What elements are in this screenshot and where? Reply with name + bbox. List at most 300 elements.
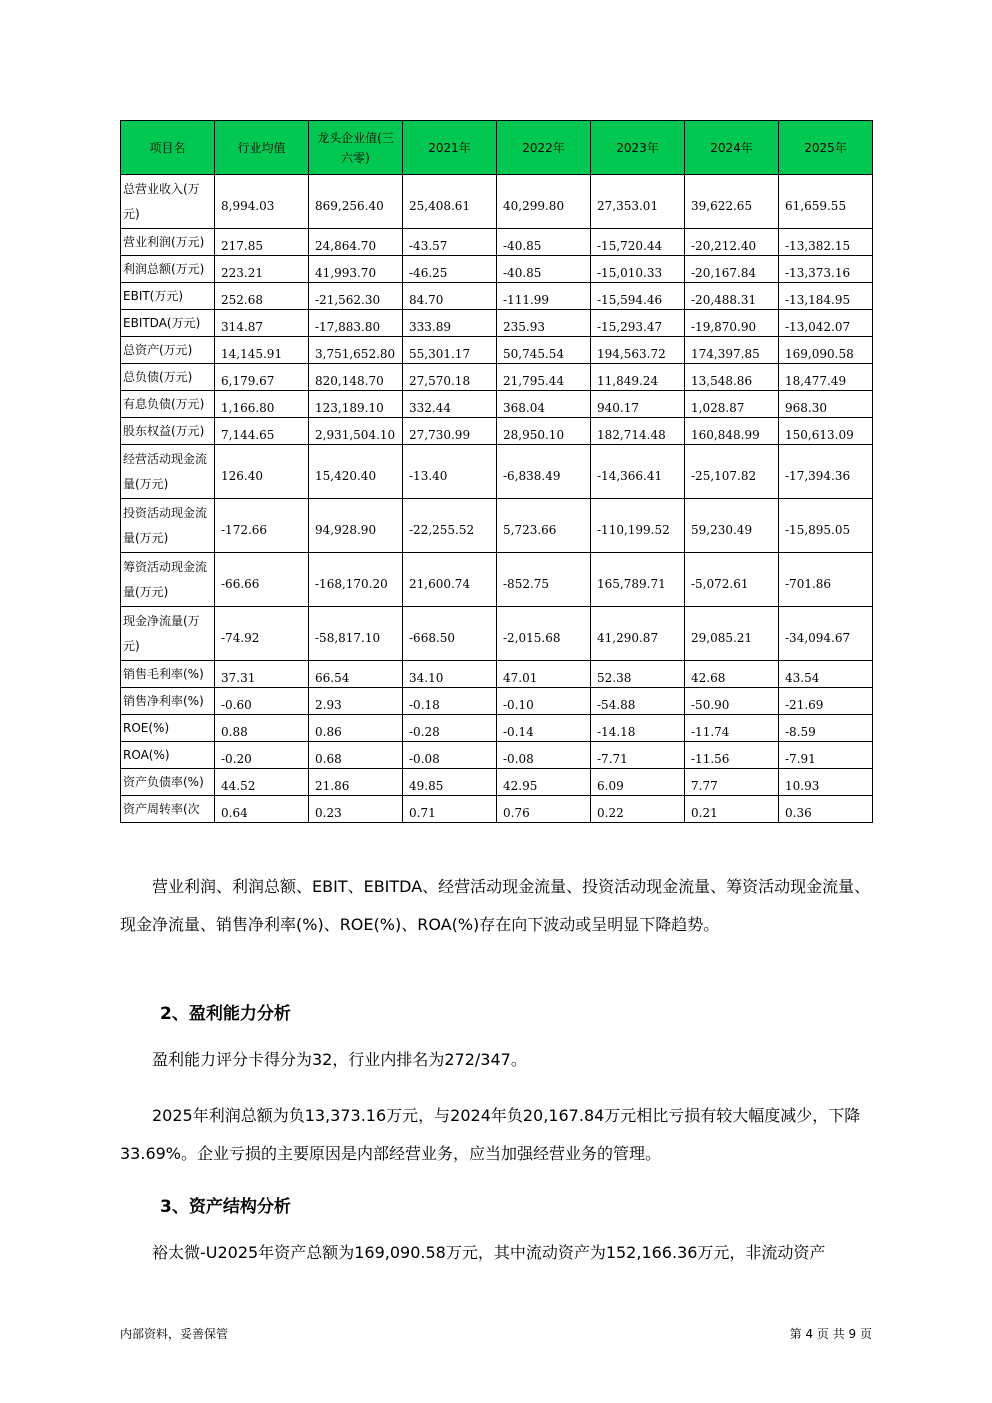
table-cell [215, 553, 309, 607]
cell-value: 8,994.03 [221, 198, 275, 213]
cell-value: 28,950.10 [503, 428, 565, 442]
table-cell [591, 607, 685, 661]
table-cell [779, 499, 873, 553]
table-cell [497, 229, 591, 256]
cell-value: -2,015.68 [503, 630, 561, 645]
table-row [121, 391, 873, 418]
row-label: 投资活动现金流量(万元) [121, 499, 215, 553]
cell-value: -172.66 [221, 522, 268, 537]
cell-value: 0.68 [315, 752, 342, 766]
cell-value: 21.86 [315, 779, 350, 793]
table-cell [215, 688, 309, 715]
table-cell [403, 607, 497, 661]
section-2-title: 2、盈利能力分析 [160, 1004, 291, 1024]
section-3-title: 3、资产结构分析 [160, 1197, 291, 1217]
cell-value: 59,230.49 [691, 522, 753, 537]
cell-value: 84.70 [409, 293, 444, 307]
table-cell [215, 796, 309, 823]
trend-paragraph: 营业利润、利润总额、EBIT、EBITDA、经营活动现金流量、投资活动现金流量、筹资活动现金流量、现金净流量、销售净利率(%)、ROE(%)、ROA(%)存在向下波动或呈明显下降趋势。 [120, 877, 871, 934]
cell-value: -668.50 [409, 630, 456, 645]
cell-value: 174,397.85 [691, 347, 760, 361]
table-cell [591, 553, 685, 607]
cell-value: 11,849.24 [597, 374, 659, 388]
table-cell [309, 742, 403, 769]
table-row [121, 418, 873, 445]
cell-value: -168,170.20 [315, 576, 388, 591]
table-row [121, 256, 873, 283]
cell-value: 0.22 [597, 806, 624, 820]
table-cell [497, 553, 591, 607]
table-cell [497, 283, 591, 310]
section-2-profit-paragraph: 2025年利润总额为负13,373.16万元，与2024年负20,167.84万元相比亏损有较大幅度减少，下降33.69%。企业亏损的主要原因是内部经营业务，应当加强经营业务的管理。 [120, 1106, 861, 1163]
table-cell [685, 364, 779, 391]
table-cell [403, 310, 497, 337]
cell-value: -15,594.46 [597, 293, 663, 307]
cell-value: -13.40 [409, 468, 448, 483]
table-row [121, 688, 873, 715]
cell-value: -110,199.52 [597, 522, 670, 537]
cell-value: 0.36 [785, 806, 812, 820]
table-row [121, 715, 873, 742]
cell-value: 15,420.40 [315, 468, 377, 483]
cell-value: -14,366.41 [597, 468, 663, 483]
table-cell [309, 229, 403, 256]
row-label: ROA(%) [121, 742, 215, 769]
table-cell [215, 769, 309, 796]
row-label: 有息负债(万元) [121, 391, 215, 418]
table-row [121, 364, 873, 391]
cell-value: 42.95 [503, 779, 538, 793]
table-cell [685, 256, 779, 283]
cell-value: -11.74 [691, 725, 730, 739]
cell-value: 41,290.87 [597, 630, 659, 645]
table-cell [309, 256, 403, 283]
table-cell [215, 310, 309, 337]
table-header-cell: 龙头企业值(三六零) [309, 121, 403, 175]
cell-value: -46.25 [409, 266, 448, 280]
row-label: 股东权益(万元) [121, 418, 215, 445]
table-cell [403, 688, 497, 715]
cell-value: 223.21 [221, 266, 263, 280]
cell-value: 182,714.48 [597, 428, 666, 442]
cell-value: -0.10 [503, 698, 534, 712]
table-cell [309, 283, 403, 310]
cell-value: -15,895.05 [785, 522, 851, 537]
cell-value: 1,166.80 [221, 401, 275, 415]
cell-value: 24,864.70 [315, 239, 377, 253]
table-row [121, 553, 873, 607]
section-2-score-paragraph: 盈利能力评分卡得分为32，行业内排名为272/347。 [152, 1050, 527, 1069]
table-cell [403, 553, 497, 607]
cell-value: 123,189.10 [315, 401, 384, 415]
cell-value: -701.86 [785, 576, 832, 591]
cell-value: -11.56 [691, 752, 730, 766]
cell-value: -34,094.67 [785, 630, 851, 645]
table-cell [215, 661, 309, 688]
table-cell [497, 742, 591, 769]
table-cell [497, 391, 591, 418]
row-label: 总营业收入(万元) [121, 175, 215, 229]
cell-value: 252.68 [221, 293, 263, 307]
table-cell [591, 256, 685, 283]
table-cell [591, 337, 685, 364]
cell-value: 21,795.44 [503, 374, 565, 388]
table-cell [215, 715, 309, 742]
table-row [121, 499, 873, 553]
cell-value: 150,613.09 [785, 428, 854, 442]
table-row [121, 445, 873, 499]
table-cell [497, 364, 591, 391]
table-cell [591, 796, 685, 823]
table-cell [685, 445, 779, 499]
table-cell [403, 175, 497, 229]
cell-value: 25,408.61 [409, 198, 471, 213]
cell-value: 47.01 [503, 671, 538, 685]
table-cell [591, 175, 685, 229]
table-cell [685, 337, 779, 364]
cell-value: -17,883.80 [315, 320, 381, 334]
table-cell [403, 445, 497, 499]
table-cell [497, 256, 591, 283]
cell-value: -15,720.44 [597, 239, 663, 253]
table-cell [779, 337, 873, 364]
table-cell [685, 607, 779, 661]
footer-confidential-note: 内部资料，妥善保管 [120, 1327, 229, 1341]
table-cell [403, 661, 497, 688]
cell-value: -58,817.10 [315, 630, 381, 645]
table-cell [591, 391, 685, 418]
table-cell [215, 337, 309, 364]
table-cell [685, 175, 779, 229]
table-cell [685, 688, 779, 715]
row-label: EBIT(万元) [121, 283, 215, 310]
cell-value: 29,085.21 [691, 630, 753, 645]
table-cell [591, 310, 685, 337]
table-cell [591, 418, 685, 445]
table-cell [309, 553, 403, 607]
table-cell [403, 769, 497, 796]
cell-value: 194,563.72 [597, 347, 666, 361]
cell-value: 27,570.18 [409, 374, 471, 388]
table-cell [591, 742, 685, 769]
table-cell [497, 769, 591, 796]
cell-value: -7.71 [597, 752, 628, 766]
cell-value: 169,090.58 [785, 347, 854, 361]
cell-value: 52.38 [597, 671, 632, 685]
cell-value: 235.93 [503, 320, 545, 334]
table-cell [497, 661, 591, 688]
cell-value: 6,179.67 [221, 374, 275, 388]
cell-value: 314.87 [221, 320, 263, 334]
table-cell [215, 283, 309, 310]
table-cell [215, 607, 309, 661]
table-row [121, 661, 873, 688]
table-cell [685, 499, 779, 553]
table-cell [309, 364, 403, 391]
table-cell [497, 418, 591, 445]
table-cell [215, 175, 309, 229]
table-cell [497, 175, 591, 229]
cell-value: 13,548.86 [691, 374, 753, 388]
cell-value: -19,870.90 [691, 320, 757, 334]
cell-value: 42.68 [691, 671, 726, 685]
cell-value: 43.54 [785, 671, 820, 685]
table-row [121, 607, 873, 661]
table-cell [403, 337, 497, 364]
table-cell [685, 769, 779, 796]
cell-value: -13,373.16 [785, 266, 851, 280]
row-label: 营业利润(万元) [121, 229, 215, 256]
cell-value: -0.14 [503, 725, 534, 739]
table-cell [403, 256, 497, 283]
table-cell [685, 661, 779, 688]
cell-value: -20,167.84 [691, 266, 757, 280]
table-cell [403, 229, 497, 256]
cell-value: 0.64 [221, 806, 248, 820]
cell-value: 34.10 [409, 671, 444, 685]
cell-value: -40.85 [503, 239, 542, 253]
cell-value: -40.85 [503, 266, 542, 280]
row-label: 总资产(万元) [121, 337, 215, 364]
cell-value: 7,144.65 [221, 428, 275, 442]
cell-value: -111.99 [503, 293, 550, 307]
table-cell [779, 607, 873, 661]
table-cell [403, 796, 497, 823]
table-cell [309, 715, 403, 742]
table-cell [685, 310, 779, 337]
cell-value: 869,256.40 [315, 198, 384, 213]
cell-value: 21,600.74 [409, 576, 471, 591]
table-cell [309, 661, 403, 688]
cell-value: -5,072.61 [691, 576, 749, 591]
table-cell [685, 742, 779, 769]
table-cell [309, 391, 403, 418]
cell-value: -0.20 [221, 752, 252, 766]
cell-value: -43.57 [409, 239, 448, 253]
table-cell [779, 364, 873, 391]
section-3-asset-paragraph: 裕太微-U2025年资产总额为169,090.58万元，其中流动资产为152,166.36万元，非流动资产 [152, 1243, 826, 1262]
table-cell [779, 229, 873, 256]
cell-value: 368.04 [503, 401, 545, 415]
table-cell [591, 283, 685, 310]
cell-value: 126.40 [221, 468, 263, 483]
table-cell [497, 337, 591, 364]
cell-value: 6.09 [597, 779, 624, 793]
table-cell [779, 742, 873, 769]
cell-value: 44.52 [221, 779, 256, 793]
cell-value: -54.88 [597, 698, 636, 712]
table-cell [591, 661, 685, 688]
cell-value: 940.17 [597, 401, 639, 415]
cell-value: -50.90 [691, 698, 730, 712]
table-cell [497, 445, 591, 499]
table-cell [685, 391, 779, 418]
cell-value: 0.23 [315, 806, 342, 820]
cell-value: 217.85 [221, 239, 263, 253]
cell-value: -20,212.40 [691, 239, 757, 253]
table-cell [309, 688, 403, 715]
row-label: ROE(%) [121, 715, 215, 742]
table-cell [779, 796, 873, 823]
table-cell [591, 499, 685, 553]
table-header-cell: 2023年 [591, 121, 685, 175]
table-cell [309, 337, 403, 364]
cell-value: 61,659.55 [785, 198, 847, 213]
table-header-row [121, 121, 873, 175]
row-label: 筹资活动现金流量(万元) [121, 553, 215, 607]
table-cell [685, 553, 779, 607]
table-cell [215, 256, 309, 283]
cell-value: -20,488.31 [691, 293, 757, 307]
cell-value: 7.77 [691, 779, 718, 793]
table-row [121, 796, 873, 823]
cell-value: 50,745.54 [503, 347, 565, 361]
table-cell [779, 256, 873, 283]
table-cell [497, 607, 591, 661]
table-cell [309, 445, 403, 499]
table-cell [215, 499, 309, 553]
cell-value: 41,993.70 [315, 266, 377, 280]
cell-value: 3,751,652.80 [315, 347, 396, 361]
table-cell [779, 553, 873, 607]
table-cell [309, 175, 403, 229]
table-cell [497, 715, 591, 742]
table-cell [779, 688, 873, 715]
cell-value: 18,477.49 [785, 374, 847, 388]
cell-value: -14.18 [597, 725, 636, 739]
table-cell [591, 445, 685, 499]
cell-value: -15,293.47 [597, 320, 663, 334]
table-cell [685, 715, 779, 742]
table-cell [403, 364, 497, 391]
table-cell [685, 418, 779, 445]
cell-value: -0.28 [409, 725, 440, 739]
row-label: 利润总额(万元) [121, 256, 215, 283]
table-cell [309, 418, 403, 445]
cell-value: 0.76 [503, 806, 530, 820]
cell-value: 160,848.99 [691, 428, 760, 442]
cell-value: 165,789.71 [597, 576, 666, 591]
cell-value: 820,148.70 [315, 374, 384, 388]
cell-value: -0.08 [503, 752, 534, 766]
table-header-cell: 行业均值 [215, 121, 309, 175]
table-cell [309, 796, 403, 823]
cell-value: 5,723.66 [503, 522, 557, 537]
row-label: 经营活动现金流量(万元) [121, 445, 215, 499]
table-cell [403, 283, 497, 310]
row-label: 销售毛利率(%) [121, 661, 215, 688]
cell-value: 332.44 [409, 401, 451, 415]
table-header-cell: 2022年 [497, 121, 591, 175]
table-cell [779, 310, 873, 337]
cell-value: -6,838.49 [503, 468, 561, 483]
table-cell [591, 364, 685, 391]
table-cell [779, 283, 873, 310]
table-cell [497, 310, 591, 337]
table-cell [215, 445, 309, 499]
cell-value: -66.66 [221, 576, 260, 591]
table-body [121, 175, 873, 823]
cell-value: 333.89 [409, 320, 451, 334]
table-cell [309, 607, 403, 661]
cell-value: 14,145.91 [221, 347, 283, 361]
cell-value: -8.59 [785, 725, 816, 739]
cell-value: -0.18 [409, 698, 440, 712]
financial-data-table [120, 120, 873, 823]
cell-value: 0.86 [315, 725, 342, 739]
cell-value: -22,255.52 [409, 522, 475, 537]
table-cell [403, 742, 497, 769]
cell-value: 40,299.80 [503, 198, 565, 213]
cell-value: -21.69 [785, 698, 824, 712]
cell-value: 94,928.90 [315, 522, 377, 537]
table-cell [779, 445, 873, 499]
cell-value: -852.75 [503, 576, 550, 591]
cell-value: 0.21 [691, 806, 718, 820]
table-row [121, 337, 873, 364]
table-cell [779, 715, 873, 742]
cell-value: 55,301.17 [409, 347, 471, 361]
cell-value: -25,107.82 [691, 468, 757, 483]
table-cell [215, 742, 309, 769]
table-row [121, 175, 873, 229]
cell-value: 0.71 [409, 806, 436, 820]
cell-value: -13,184.95 [785, 293, 851, 307]
row-label: 资产周转率(次 [121, 796, 215, 823]
table-cell [403, 391, 497, 418]
table-cell [685, 229, 779, 256]
cell-value: -7.91 [785, 752, 816, 766]
footer-page-number: 第 4 页 共 9 页 [789, 1327, 872, 1341]
table-cell [215, 364, 309, 391]
table-cell [497, 796, 591, 823]
table-cell [685, 796, 779, 823]
cell-value: 10.93 [785, 779, 820, 793]
table-header-cell: 项目名 [121, 121, 215, 175]
table-cell [215, 391, 309, 418]
table-cell [591, 715, 685, 742]
table-row [121, 769, 873, 796]
table-cell [403, 715, 497, 742]
table-cell [779, 769, 873, 796]
cell-value: 39,622.65 [691, 198, 753, 213]
cell-value: 66.54 [315, 671, 350, 685]
cell-value: 0.88 [221, 725, 248, 739]
cell-value: -17,394.36 [785, 468, 851, 483]
table-cell [685, 283, 779, 310]
cell-value: 27,353.01 [597, 198, 659, 213]
table-cell [497, 688, 591, 715]
table-cell [403, 418, 497, 445]
table-row [121, 283, 873, 310]
cell-value: 27,730.99 [409, 428, 471, 442]
table-cell [591, 688, 685, 715]
table-header-cell: 2025年 [779, 121, 873, 175]
table-cell [309, 769, 403, 796]
row-label: 现金净流量(万元) [121, 607, 215, 661]
table-row [121, 742, 873, 769]
cell-value: -13,382.15 [785, 239, 851, 253]
cell-value: 968.30 [785, 401, 827, 415]
cell-value: 49.85 [409, 779, 444, 793]
table-cell [309, 499, 403, 553]
row-label: 资产负债率(%) [121, 769, 215, 796]
table-cell [497, 499, 591, 553]
row-label: 销售净利率(%) [121, 688, 215, 715]
cell-value: -13,042.07 [785, 320, 851, 334]
table-cell [591, 229, 685, 256]
cell-value: 1,028.87 [691, 401, 745, 415]
